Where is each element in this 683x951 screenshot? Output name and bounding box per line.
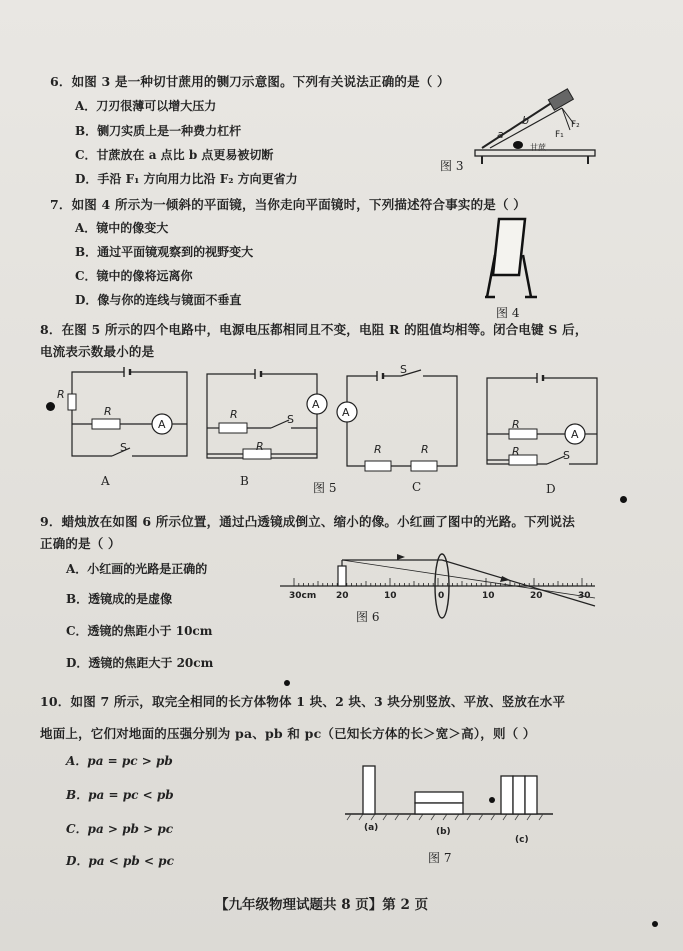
circuit-c-resistor-r1: R bbox=[374, 443, 382, 456]
circuit-d-ammeter: A bbox=[571, 428, 579, 441]
figure-7-caption: 图 7 bbox=[428, 851, 452, 865]
q7-stem: 7．如图 4 所示为一倾斜的平面镜，当你走向平面镜时，下列描述符合事实的是（ ） bbox=[50, 197, 526, 212]
fig3-label-f2: F₂ bbox=[571, 120, 580, 130]
ink-mark bbox=[284, 680, 290, 686]
q10-option-b: B．pa = pc < pb bbox=[66, 788, 174, 802]
circuit-d-label: D bbox=[546, 482, 556, 496]
q7-option-a: A．镜中的像变大 bbox=[75, 221, 169, 235]
q10-option-d: D．pa < pb < pc bbox=[66, 854, 174, 868]
scale-label-20-left: 20 bbox=[336, 591, 349, 601]
circuit-b-ammeter: A bbox=[312, 398, 320, 411]
q8-stem-line1: 8．在图 5 所示的四个电路中，电源电压都相同且不变，电阻 R 的阻值均相等。闭合电键 S 后， bbox=[40, 322, 588, 337]
q9-stem-line2: 正确的是（ ） bbox=[40, 536, 121, 551]
figure-4-mirror bbox=[485, 215, 545, 305]
q8-stem-line2: 电流表示数最小的是 bbox=[40, 344, 155, 359]
scale-label-30cm: 30cm bbox=[289, 591, 317, 601]
scale-label-10-right: 10 bbox=[482, 591, 495, 601]
circuit-a-resistor-r1: R bbox=[57, 388, 65, 401]
block-label-c: (c) bbox=[515, 835, 529, 845]
circuit-a-resistor-r2: R bbox=[104, 405, 112, 418]
ink-mark bbox=[489, 797, 495, 803]
q6-option-c: C．甘蔗放在 a 点比 b 点更易被切断 bbox=[75, 148, 274, 162]
circuit-a-switch: S bbox=[120, 441, 127, 454]
circuit-c bbox=[335, 370, 460, 470]
scale-label-20-right: 20 bbox=[530, 591, 543, 601]
ink-mark bbox=[46, 402, 55, 411]
figure-5-caption: 图 5 bbox=[313, 481, 337, 495]
q7-option-d: D．像与你的连线与镜面不垂直 bbox=[75, 293, 242, 307]
scale-label-30-right: 30 bbox=[578, 591, 591, 601]
q9-option-a: A．小红画的光路是正确的 bbox=[66, 562, 208, 576]
circuit-d bbox=[485, 372, 610, 472]
circuit-c-ammeter: A bbox=[342, 406, 350, 419]
q10-stem-line2: 地面上，它们对地面的压强分别为 pa、pb 和 pc（已知长方体的长＞宽＞高），则（ ） bbox=[40, 726, 536, 741]
q10-option-c: C．pa > pb > pc bbox=[66, 822, 174, 836]
q6-stem: 6．如图 3 是一种切甘蔗用的铡刀示意图。下列有关说法正确的是（ ） bbox=[50, 74, 450, 89]
scale-label-10-left: 10 bbox=[384, 591, 397, 601]
q10-stem-line1: 10．如图 7 所示，取完全相同的长方体物体 1 块、2 块、3 块分别竖放、平放、竖放在水平 bbox=[40, 694, 566, 709]
figure-6-caption: 图 6 bbox=[356, 610, 380, 624]
circuit-b bbox=[205, 370, 330, 470]
circuit-c-resistor-r2: R bbox=[421, 443, 429, 456]
q9-option-d: D．透镜的焦距大于 20cm bbox=[66, 656, 214, 670]
ink-mark bbox=[652, 921, 658, 927]
circuit-b-label: B bbox=[240, 474, 249, 488]
block-label-b: (b) bbox=[436, 827, 451, 837]
circuit-c-switch: S bbox=[400, 363, 407, 376]
fig3-label-f1: F₁ bbox=[555, 130, 564, 140]
scale-label-0: 0 bbox=[438, 591, 445, 601]
q9-option-b: B．透镜成的是虚像 bbox=[66, 592, 173, 606]
q6-option-d: D．手沿 F₁ 方向用力比沿 F₂ 方向更省力 bbox=[75, 172, 298, 186]
circuit-a bbox=[62, 368, 197, 468]
fig3-label-b: b bbox=[522, 114, 529, 127]
circuit-b-resistor-r1: R bbox=[230, 408, 238, 421]
circuit-a-ammeter: A bbox=[158, 418, 166, 431]
figure-4-caption: 图 4 bbox=[496, 306, 520, 320]
q10-option-a: A．pa = pc > pb bbox=[66, 754, 173, 768]
circuit-b-resistor-r2: R bbox=[256, 440, 264, 453]
circuit-d-resistor-r2: R bbox=[512, 445, 520, 458]
circuit-b-switch: S bbox=[287, 413, 294, 426]
figure-3-caption: 图 3 bbox=[440, 159, 464, 173]
circuit-d-switch: S bbox=[563, 449, 570, 462]
q9-option-c: C．透镜的焦距小于 10cm bbox=[66, 624, 213, 638]
figure-6-lens-diagram bbox=[280, 552, 610, 622]
circuit-c-label: C bbox=[412, 480, 422, 494]
figure-3-guillotine bbox=[470, 88, 600, 178]
page-footer: 【九年级物理试题共 8 页】第 2 页 bbox=[215, 897, 429, 913]
fig3-label-a: a bbox=[497, 128, 504, 141]
q7-option-c: C．镜中的像将远离你 bbox=[75, 269, 193, 283]
ink-mark bbox=[620, 496, 627, 503]
block-label-a: (a) bbox=[364, 823, 379, 833]
q6-option-a: A．刀刃很薄可以增大压力 bbox=[75, 99, 217, 113]
circuit-d-resistor-r1: R bbox=[512, 418, 520, 431]
q6-option-b: B．铡刀实质上是一种费力杠杆 bbox=[75, 124, 242, 138]
q7-option-b: B．通过平面镜观察到的视野变大 bbox=[75, 245, 254, 259]
figure-7-blocks bbox=[345, 760, 555, 830]
circuit-a-label: A bbox=[101, 474, 110, 488]
fig3-label-sugarcane: 甘蔗 bbox=[530, 143, 546, 152]
q9-stem-line1: 9．蜡烛放在如图 6 所示位置，通过凸透镜成倒立、缩小的像。小红画了图中的光路。下列说法 bbox=[40, 514, 575, 529]
